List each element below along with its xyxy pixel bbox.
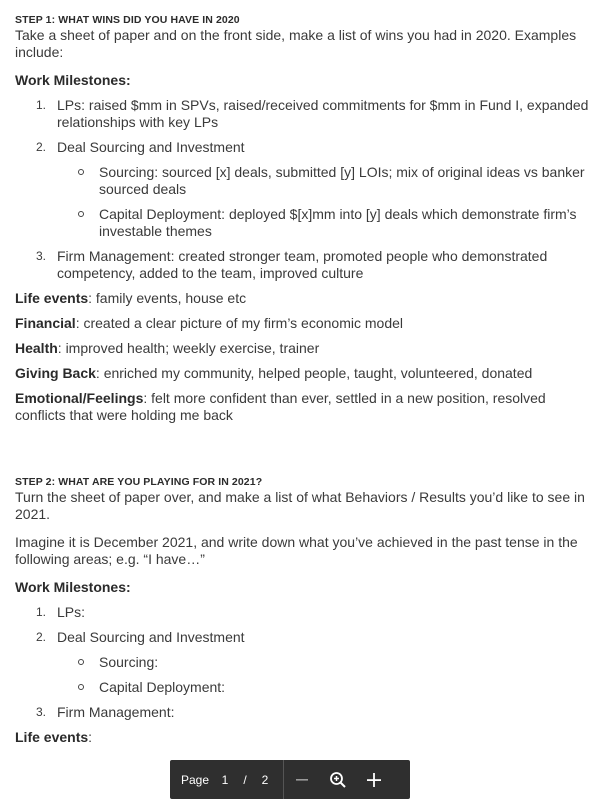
- step1-title: STEP 1: WHAT WINS DID YOU HAVE IN 2020: [15, 14, 240, 26]
- list-item-text: Deal Sourcing and Investment: [57, 139, 245, 155]
- step2-work-heading: Work Milestones:: [15, 579, 131, 595]
- list-item-text: LPs: raised $mm in SPVs, raised/received commitments for $mm in Fund I, expanded relationships with key LPs: [57, 97, 589, 130]
- list-number: 2.: [36, 140, 47, 154]
- step2-imagine: Imagine it is December 2021, and write down what you’ve achieved in the past tense in the following areas; e.g. “I have…”: [15, 534, 578, 567]
- circle-bullet-icon: [78, 169, 84, 175]
- sub-list-item: [57, 206, 595, 240]
- step2-work-list: [15, 604, 595, 721]
- area-financial: Financial: created a clear picture of my firm’s economic model: [15, 315, 403, 331]
- list-item: [15, 604, 595, 621]
- zoom-in-button[interactable]: [356, 760, 392, 799]
- area-life-events: Life events: family events, house etc: [15, 290, 247, 306]
- circle-bullet-icon: [78, 211, 84, 217]
- list-item: [15, 139, 595, 240]
- zoom-button[interactable]: [320, 760, 356, 799]
- plus-icon: [367, 773, 381, 787]
- minus-icon: [295, 773, 309, 787]
- sub-list-item: [57, 164, 595, 198]
- circle-bullet-icon: [78, 684, 84, 690]
- zoom-out-button[interactable]: [284, 760, 320, 799]
- list-number: 3.: [36, 705, 47, 719]
- list-number: 1.: [36, 98, 47, 112]
- current-page-input[interactable]: 1: [221, 772, 229, 787]
- sub-item-text: Sourcing: sourced [x] deals, submitted [y] LOIs; mix of original ideas vs banker sourced deals: [99, 164, 585, 197]
- step2-intro: Turn the sheet of paper over, and make a list of what Behaviors / Results you’d like to see in 2021.: [15, 489, 585, 522]
- step1-intro: Take a sheet of paper and on the front side, make a list of wins you had in 2020. Examples include:: [15, 27, 577, 60]
- page-separator: /: [243, 772, 247, 787]
- sub-item-text: Sourcing:: [99, 654, 159, 670]
- list-item-text: Firm Management: created stronger team, promoted people who demonstrated competency, added to the team, improved culture: [57, 248, 548, 281]
- document-page: [15, 14, 595, 746]
- list-item: [15, 248, 595, 282]
- step2-title: STEP 2: WHAT ARE YOU PLAYING FOR IN 2021?: [15, 476, 263, 488]
- step1-work-heading: Work Milestones:: [15, 72, 131, 88]
- area-life-events: Life events:: [15, 729, 93, 745]
- list-item-text: Firm Management:: [57, 704, 175, 720]
- list-number: 3.: [36, 249, 47, 263]
- sub-list: [57, 164, 595, 240]
- list-item: [15, 704, 595, 721]
- page-label: Page: [181, 772, 210, 787]
- pdf-toolbar: [170, 760, 410, 799]
- sub-list-item: [57, 654, 595, 671]
- total-pages: 2: [261, 772, 269, 787]
- area-health: Health: improved health; weekly exercise, trainer: [15, 340, 320, 356]
- zoom-in-icon: [329, 771, 347, 789]
- list-item-text: Deal Sourcing and Investment: [57, 629, 245, 645]
- area-giving-back: Giving Back: enriched my community, helped people, taught, volunteered, donated: [15, 365, 533, 381]
- list-item: [15, 629, 595, 696]
- area-emotional: Emotional/Feelings: felt more confident than ever, settled in a new position, resolved conflicts that were holding me back: [15, 390, 546, 423]
- list-item: [15, 97, 595, 131]
- list-number: 2.: [36, 630, 47, 644]
- sub-item-text: Capital Deployment:: [99, 679, 226, 695]
- sub-list-item: [57, 679, 595, 696]
- list-number: 1.: [36, 605, 47, 619]
- sub-item-text: Capital Deployment: deployed $[x]mm into [y] deals which demonstrate firm’s investable themes: [99, 206, 577, 239]
- list-item-text: LPs:: [57, 604, 86, 620]
- circle-bullet-icon: [78, 659, 84, 665]
- step1-work-list: [15, 97, 595, 282]
- sub-list: [57, 654, 595, 696]
